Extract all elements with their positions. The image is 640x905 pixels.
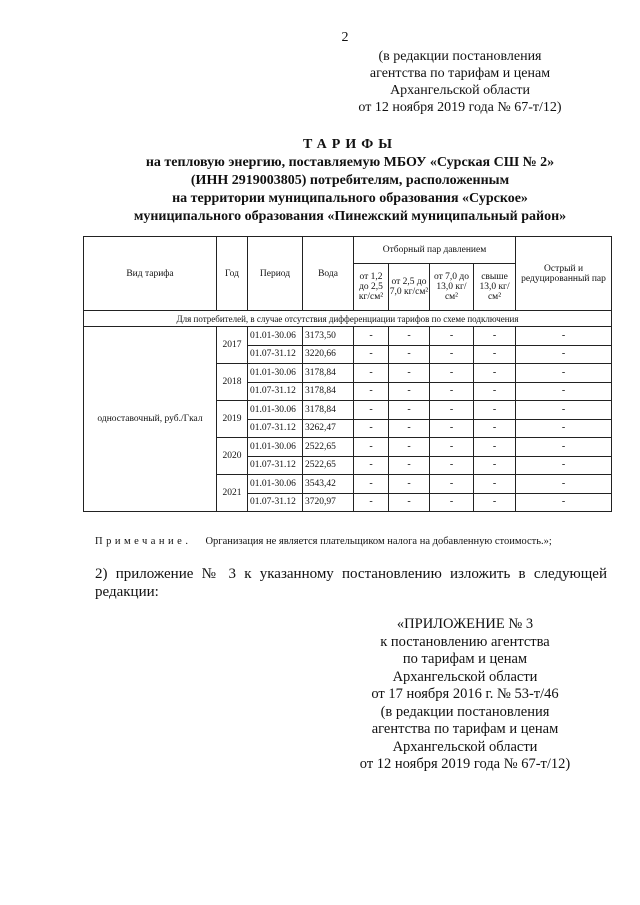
appendix-line: агентства по тарифам и ценам: [371, 721, 559, 737]
title-line: (ИНН 2919003805) потребителям, расположенным: [190, 173, 510, 188]
sharp-steam-cell: -: [516, 493, 612, 512]
year-cell: 2018: [217, 364, 248, 401]
table-row: [84, 327, 612, 346]
steam-cell: -: [354, 345, 389, 364]
year-cell: 2017: [217, 327, 248, 364]
edition-line: агентства по тарифам и ценам: [369, 66, 551, 81]
sharp-steam-cell: -: [516, 456, 612, 475]
steam-cell: -: [474, 456, 516, 475]
water-cell: 3173,50: [303, 327, 354, 346]
tariff-table: [83, 236, 612, 512]
appendix-line: от 17 ноября 2016 г. № 53-т/46: [371, 686, 559, 702]
steam-cell: -: [354, 438, 389, 457]
title-line: на тепловую энергию, поставляемую МБОУ «Сурская СШ № 2»: [145, 155, 555, 170]
appendix-line: Архангельской области: [392, 738, 538, 755]
water-cell: 2522,65: [303, 456, 354, 475]
steam-cell: -: [354, 475, 389, 494]
steam-cell: -: [354, 456, 389, 475]
appendix-line: к постановлению агентства: [380, 633, 550, 650]
steam-cell: -: [389, 475, 430, 494]
steam-cell: -: [354, 493, 389, 512]
year-cell: 2019: [217, 401, 248, 438]
document-title: [90, 136, 610, 226]
title-line: муниципального образования «Пинежский муниципальный район»: [133, 209, 567, 224]
steam-cell: -: [354, 419, 389, 438]
header-steam-sub: от 1,2 до 2,5 кг/см²: [354, 264, 389, 311]
water-cell: 3720,97: [303, 493, 354, 512]
header-period: Период: [248, 237, 303, 311]
header-steam-sub: от 2,5 до 7,0 кг/см²: [389, 264, 430, 311]
sharp-steam-cell: -: [516, 327, 612, 346]
period-cell: 01.01-30.06: [248, 438, 303, 457]
period-cell: 01.01-30.06: [248, 475, 303, 494]
steam-cell: -: [474, 401, 516, 420]
steam-cell: -: [354, 382, 389, 401]
year-cell: 2020: [217, 438, 248, 475]
category-row: Для потребителей, в случае отсутствия дифференциации тарифов по схеме подключения: [84, 311, 612, 327]
sharp-steam-cell: -: [516, 382, 612, 401]
steam-cell: -: [389, 493, 430, 512]
water-cell: 3178,84: [303, 382, 354, 401]
steam-cell: -: [389, 456, 430, 475]
steam-cell: -: [474, 419, 516, 438]
edition-line: Архангельской области: [390, 83, 530, 98]
sharp-steam-cell: -: [516, 438, 612, 457]
steam-cell: -: [474, 345, 516, 364]
steam-cell: -: [430, 382, 474, 401]
title-heading: ТАРИФЫ: [303, 137, 397, 152]
appendix-line: (в редакции постановления: [380, 703, 550, 720]
steam-cell: -: [474, 382, 516, 401]
appendix-line: «ПРИЛОЖЕНИЕ № 3: [396, 616, 534, 632]
water-cell: 3543,42: [303, 475, 354, 494]
steam-cell: -: [389, 382, 430, 401]
steam-cell: -: [430, 493, 474, 512]
appendix-header: [330, 616, 600, 774]
steam-cell: -: [389, 438, 430, 457]
period-cell: 01.07-31.12: [248, 382, 303, 401]
period-cell: 01.07-31.12: [248, 345, 303, 364]
steam-cell: -: [430, 419, 474, 438]
water-cell: 3262,47: [303, 419, 354, 438]
water-cell: 2522,65: [303, 438, 354, 457]
tariff-type-cell: одноставочный, руб./Гкал: [84, 327, 217, 512]
title-line: на территории муниципального образования «Сурское»: [172, 191, 528, 206]
water-cell: 3220,66: [303, 345, 354, 364]
period-cell: 01.07-31.12: [248, 456, 303, 475]
sharp-steam-cell: -: [516, 364, 612, 383]
steam-cell: -: [389, 364, 430, 383]
note: [95, 536, 615, 547]
steam-cell: -: [474, 493, 516, 512]
period-cell: 01.07-31.12: [248, 419, 303, 438]
steam-cell: -: [474, 327, 516, 346]
sharp-steam-cell: -: [516, 401, 612, 420]
steam-cell: -: [430, 475, 474, 494]
note-text: Организация не является плательщиком налога на добавленную стоимость.»;: [205, 536, 552, 547]
period-cell: 01.01-30.06: [248, 401, 303, 420]
appendix-line: по тарифам и ценам: [402, 651, 528, 667]
steam-cell: -: [430, 327, 474, 346]
steam-cell: -: [474, 438, 516, 457]
water-cell: 3178,84: [303, 364, 354, 383]
steam-cell: -: [430, 401, 474, 420]
steam-cell: -: [474, 364, 516, 383]
header-year: Год: [217, 237, 248, 311]
edition-note: [330, 48, 590, 116]
steam-cell: -: [354, 364, 389, 383]
edition-line: от 12 ноября 2019 года № 67-т/12): [358, 100, 562, 115]
steam-cell: -: [354, 401, 389, 420]
steam-cell: -: [474, 475, 516, 494]
header-tariff-type: Вид тарифа: [84, 237, 217, 311]
period-cell: 01.07-31.12: [248, 493, 303, 512]
sharp-steam-cell: -: [516, 419, 612, 438]
sharp-steam-cell: -: [516, 475, 612, 494]
year-cell: 2021: [217, 475, 248, 512]
appendix-line: от 12 ноября 2019 года № 67-т/12): [359, 756, 571, 772]
sharp-steam-cell: -: [516, 345, 612, 364]
header-steam: Отборный пар давлением: [354, 237, 516, 264]
water-cell: 3178,84: [303, 401, 354, 420]
period-cell: 01.01-30.06: [248, 364, 303, 383]
steam-cell: -: [389, 345, 430, 364]
header-steam-sub: свыше 13,0 кг/см²: [474, 264, 516, 311]
paragraph: 2) приложение № 3 к указанному постановлению изложить в следующей редакции:: [95, 566, 607, 600]
header-steam-sub: от 7,0 до 13,0 кг/см²: [430, 264, 474, 311]
page-number: 2: [341, 30, 349, 45]
steam-cell: -: [430, 364, 474, 383]
header-water: Вода: [303, 237, 354, 311]
period-cell: 01.01-30.06: [248, 327, 303, 346]
edition-line: (в редакции постановления: [378, 49, 542, 64]
appendix-line: Архангельской области: [392, 668, 538, 685]
steam-cell: -: [389, 419, 430, 438]
steam-cell: -: [430, 438, 474, 457]
steam-cell: -: [354, 327, 389, 346]
steam-cell: -: [389, 327, 430, 346]
note-label: Примечание.: [95, 536, 192, 547]
steam-cell: -: [430, 456, 474, 475]
steam-cell: -: [389, 401, 430, 420]
header-sharp-steam: Острый и редуцированный пар: [516, 237, 612, 311]
steam-cell: -: [430, 345, 474, 364]
